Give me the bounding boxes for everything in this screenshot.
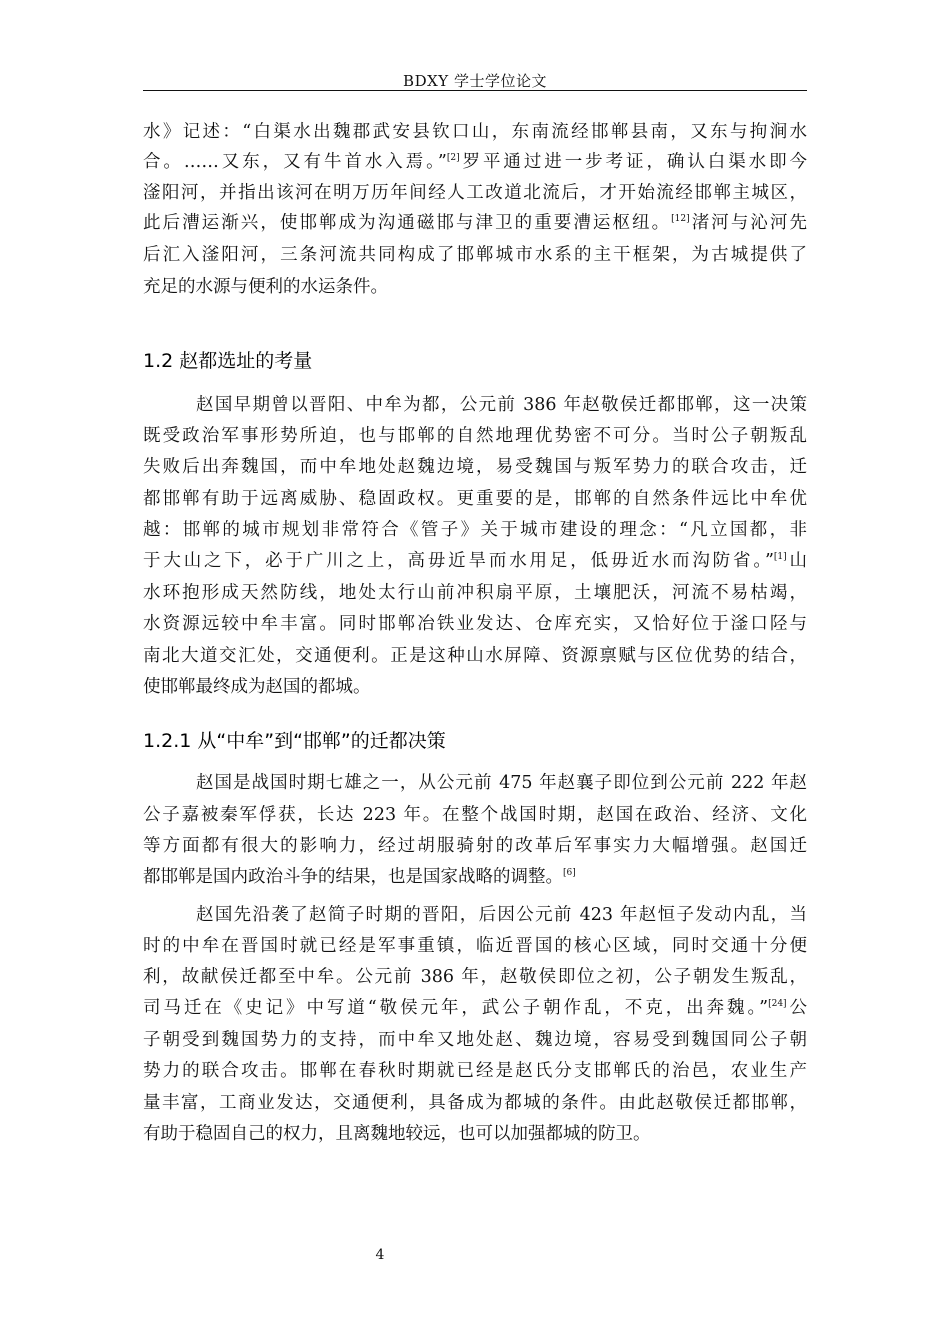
text-run: 此后漕运渐兴，使邯郸成为沟通磁邯与津卫的重要漕运枢纽。 (143, 213, 672, 233)
text-run: 罗平通过进一步考证，确认白渠水即今 (459, 152, 808, 172)
text-run: 司马迁在《史记》中写道“敬侯元年，武公子朝作乱，不克，出奔魏。” (143, 998, 769, 1018)
paragraph-line: 水资源远较中牟丰富。同时邯郸冶铁业发达、仓库充实，又恰好位于滏口陉与 (143, 614, 807, 634)
citation-ref: [1] (773, 552, 787, 562)
paragraph-line: 公子嘉被秦军俘获，长达 223 年。在整个战国时期，赵国在政治、经济、文化 (143, 805, 807, 825)
paragraph-line: 赵国早期曾以晋阳、中牟为都，公元前 386 年赵敬侯迁都邯郸，这一决策 (196, 395, 807, 415)
paragraph-line (143, 211, 807, 235)
section-heading: 1.2 赵都选址的考量 (143, 350, 313, 372)
paragraph-line: 使邯郸最终成为赵国的都城。 (143, 677, 371, 697)
text-run: 公 (786, 998, 807, 1018)
paragraph-line: 势力的联合攻击。邯郸在春秋时期就已经是赵氏分支邯郸氏的治邑，农业生产 (143, 1061, 807, 1081)
text-run: 山 (786, 551, 808, 571)
running-header: BDXY 学士学位论文 (403, 72, 547, 90)
page-number: 4 (375, 1247, 385, 1263)
paragraph-line: 越：邯郸的城市规划非常符合《管子》关于城市建设的理念：“凡立国都，非 (143, 520, 807, 540)
paragraph-line: 充足的水源与便利的水运条件。 (143, 277, 388, 297)
paragraph-line: 南北大道交汇处，交通便利。正是这种山水屏障、资源禀赋与区位优势的结合， (143, 646, 807, 666)
paragraph-line: 水》记述：“白渠水出魏郡武安县钦口山，东南流经邯郸县南，又东与拘涧水 (143, 122, 807, 142)
paragraph-line: 时的中牟在晋国时就已经是军事重镇，临近晋国的核心区域，同时交通十分便 (143, 936, 807, 956)
paragraph-line: 赵国是战国时期七雄之一，从公元前 475 年赵襄子即位到公元前 222 年赵 (196, 773, 807, 793)
paragraph-line: 失败后出奔魏国，而中牟地处赵魏边境，易受魏国与叛军势力的联合攻击，迁 (143, 457, 807, 477)
header-divider (143, 90, 807, 91)
citation-ref: [12] (671, 214, 690, 224)
paragraph-line: 有助于稳固自己的权力，且离魏地较远，也可以加强都城的防卫。 (143, 1124, 651, 1144)
citation-ref: [24] (768, 999, 787, 1009)
text-run: 渚河与沁河先 (689, 213, 808, 233)
paragraph-line: 利，故献侯迁都至中牟。公元前 386 年，赵敬侯即位之初，公子朝发生叛乱， (143, 967, 807, 987)
paragraph-line: 水环抱形成天然防线，地处太行山前冲积扇平原，土壤肥沃，河流不易枯竭， (143, 583, 807, 603)
text-run: 合。……又东，又有牛首水入焉。” (143, 152, 447, 172)
citation-ref: [6] (563, 868, 576, 878)
paragraph-line: 赵国先沿袭了赵简子时期的晋阳，后因公元前 423 年赵恒子发动内乱，当 (196, 905, 807, 925)
paragraph-line (143, 865, 807, 889)
text-run: 都邯郸是国内政治斗争的结果，也是国家战略的调整。 (143, 867, 563, 887)
text-run: 于大山之下，必于广川之上，高毋近旱而水用足，低毋近水而沟防省。” (143, 551, 774, 571)
subsection-heading: 1.2.1 从“中牟”到“邯郸”的迁都决策 (143, 730, 446, 752)
paragraph-line: 都邯郸有助于远离威胁、稳固政权。更重要的是，邯郸的自然条件远比中牟优 (143, 489, 807, 509)
paragraph-line: 子朝受到魏国势力的支持，而中牟又地处赵、魏边境，容易受到魏国同公子朝 (143, 1030, 807, 1050)
paragraph-line: 后汇入滏阳河，三条河流共同构成了邯郸城市水系的主干框架，为古城提供了 (143, 245, 807, 265)
paragraph-line: 量丰富，工商业发达，交通便利，具备成为都城的条件。由此赵敬侯迁都邯郸， (143, 1093, 807, 1113)
paragraph-line: 等方面都有很大的影响力，经过胡服骑射的改革后军事实力大幅增强。赵国迁 (143, 836, 807, 856)
paragraph-line: 滏阳河，并指出该河在明万历年间经人工改道北流后，才开始流经邯郸主城区， (143, 183, 807, 203)
paragraph-line: 既受政治军事形势所迫，也与邯郸的自然地理优势密不可分。当时公子朝叛乱 (143, 426, 807, 446)
citation-ref: [2] (446, 153, 460, 163)
paragraph-line (143, 150, 807, 174)
paragraph-line (143, 996, 807, 1020)
paragraph-line (143, 549, 807, 573)
